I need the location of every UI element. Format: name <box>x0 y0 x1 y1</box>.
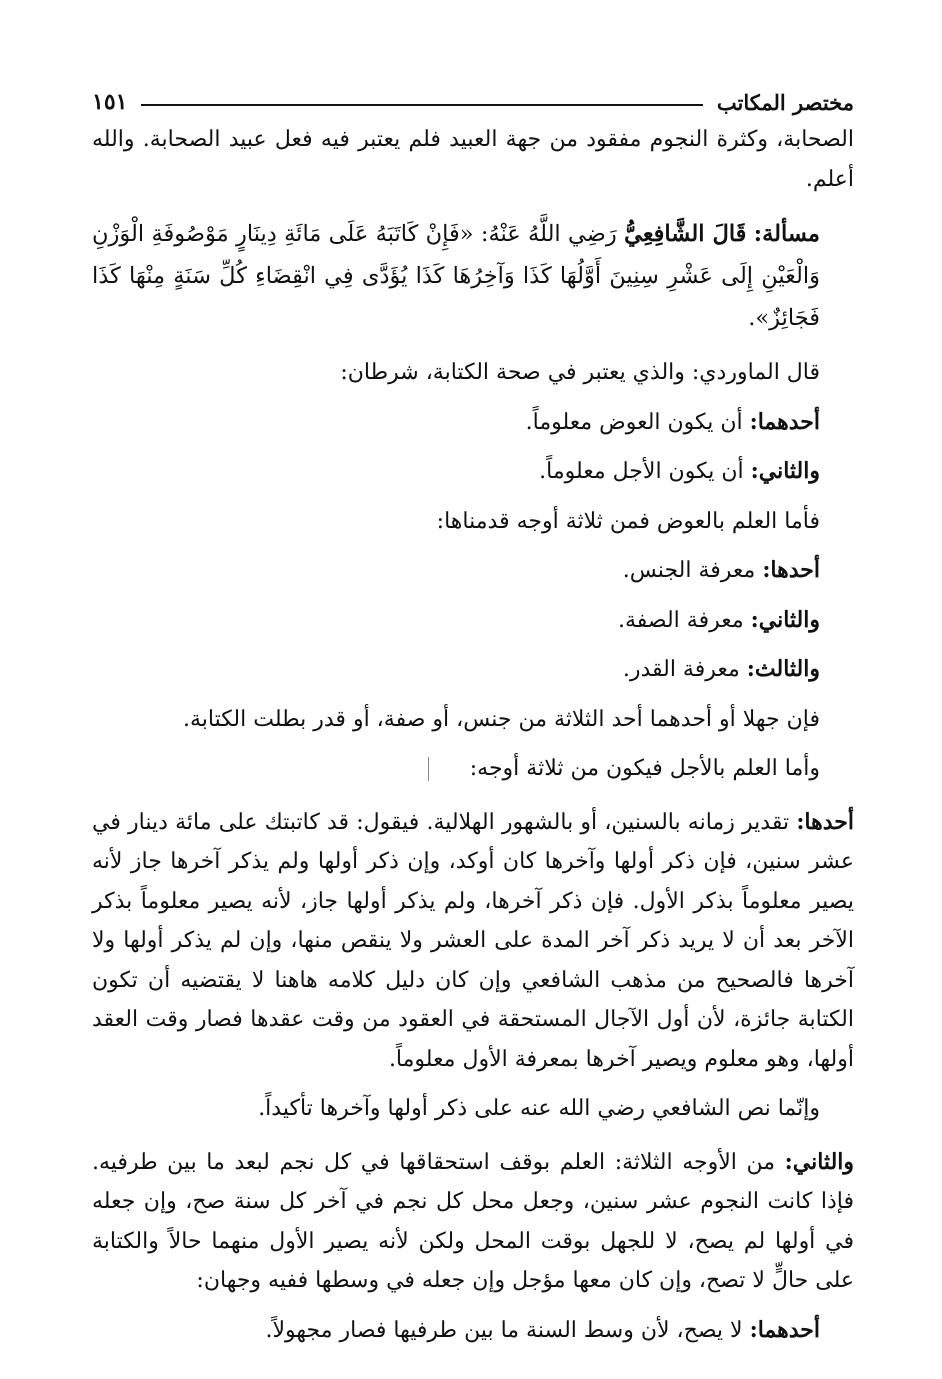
paragraph-mawardi: قال الماوردي: والذي يعتبر في صحة الكتابة، شرطان: <box>340 360 820 385</box>
term-second-label: والثاني: <box>784 1148 855 1175</box>
paragraph-first-condition <box>92 403 854 443</box>
paragraph-second-condition <box>92 452 854 492</box>
middle-first-text: لا يصح، لأن وسط السنة ما بين طرفيها فصار مجهولاً. <box>265 1317 743 1343</box>
term-first-label: أحدها: <box>796 808 854 835</box>
middle-first-label: أحدهما: <box>749 1316 820 1343</box>
genus-text: معرفة الجنس. <box>622 558 756 583</box>
genus-label: أحدها: <box>762 557 820 583</box>
paragraph-middle-first <box>92 1311 854 1351</box>
masala-speaker: قَالَ الشَّافِعِيُّ <box>624 221 747 247</box>
paragraph-masala <box>92 213 854 339</box>
term-first-text: تقدير زمانه بالسنين، أو بالشهور الهلالية. فيقول: قد كاتبتك على مائة دينار في عشر سنين، فإن ذكر أولها وآخرها كان أوكد، وإن ذكر أولها ولم يذكر آخرها جاز لأنه يصير معلوماً بذكر الأول. فإن ذكر آخرها، ولم يذكر أولها جاز، لأنه يصير معلوماً بذكر الآخر بعد أن لا يريد ذكر آخر المدة على العشر ولا ينقص منها، وإن لم يذكر أولها ولا آخرها فالصحيح من مذهب الشافعي وإن كان دليل كلامه هاهنا لا يقتضيه أن تكون الكتابة جائزة، لأن أول الآجال المستحقة في العقود من وقت عقدها فصار وقت العقد أولها، وهو معلوم ويصير آخرها بمعرفة الأول معلوماً. <box>92 809 854 1072</box>
amount-label: والثالث: <box>746 656 820 682</box>
paragraph-compensation-intro: فأما العلم بالعوض فمن ثلاثة أوجه قدمناها: <box>436 508 820 534</box>
page-body <box>92 120 854 1350</box>
first-condition-label: أحدهما: <box>749 408 820 435</box>
page-number: ١٥١ <box>92 89 128 115</box>
attribute-text: معرفة الصفة. <box>617 607 744 633</box>
paragraph-term-first <box>92 803 854 1080</box>
paragraph-continuation: الصحابة، وكثرة النجوم مفقود من جهة العبيد فلم يعتبر فيه فعل عبيد الصحابة. والله أعلم. <box>92 127 854 192</box>
paragraph-attribute <box>92 601 854 641</box>
second-condition-text: أن يكون الأجل معلوماً. <box>539 459 744 484</box>
amount-text: معرفة القدر. <box>622 657 740 682</box>
first-condition-text: أن يكون العوض معلوماً. <box>525 409 743 435</box>
page-header <box>92 86 854 118</box>
paragraph-amount <box>92 650 854 690</box>
paragraph-invalid: فإن جهلا أو أحدهما أحد الثلاثة من جنس، أو صفة، أو قدر بطلت الكتابة. <box>183 706 820 732</box>
attribute-label: والثاني: <box>750 606 820 633</box>
running-title: مختصر المكاتب <box>716 89 854 115</box>
header-rule <box>141 104 702 106</box>
masala-label: مسألة: <box>753 221 820 247</box>
margin-mark <box>427 757 429 781</box>
paragraph-term-second <box>92 1143 854 1301</box>
term-intro-text: وأما العلم بالأجل فيكون من ثلاثة أوجه: <box>469 756 820 781</box>
paragraph-shafii-note: وإنّما نص الشافعي رضي الله عنه على ذكر أولها وآخرها تأكيداً. <box>258 1096 820 1121</box>
paragraph-term-intro <box>92 749 854 789</box>
term-second-text: من الأوجه الثلاثة: العلم بوقف استحقاقها في كل نجم لبعد ما بين طرفيه. فإذا كانت النجوم عشر سنين، وجعل محل كل نجم في آخر كل سنة صح، وإن جعله في أولها لم يصح، لا للجهل بوقت المحل ولكن لأنه يصير الأول منهما حالاً والكتابة على حالٍّ لا تصح، وإن كان معها مؤجل وإن جعله في وسطها ففيه وجهان: <box>92 1149 854 1293</box>
masala-quote: رَضِي اللَّهُ عَنْهُ: «فَإِنْ كَاتَبَهُ عَلَى مَائَةِ دِينَارٍ مَوْصُوفَةِ الْوَزْنِ وَالْعَيْنِ إِلَى عَشْرِ سِنِينَ أَوَّلُهَا كَذَا وَآخِرُهَا كَذَا يُؤَدَّى فِي انْقِضَاءِ كُلِّ سَنَةٍ مِنْهَا كَذَا فَجَائِزٌ». <box>92 221 820 331</box>
second-condition-label: والثاني: <box>750 458 820 484</box>
paragraph-genus <box>92 551 854 591</box>
